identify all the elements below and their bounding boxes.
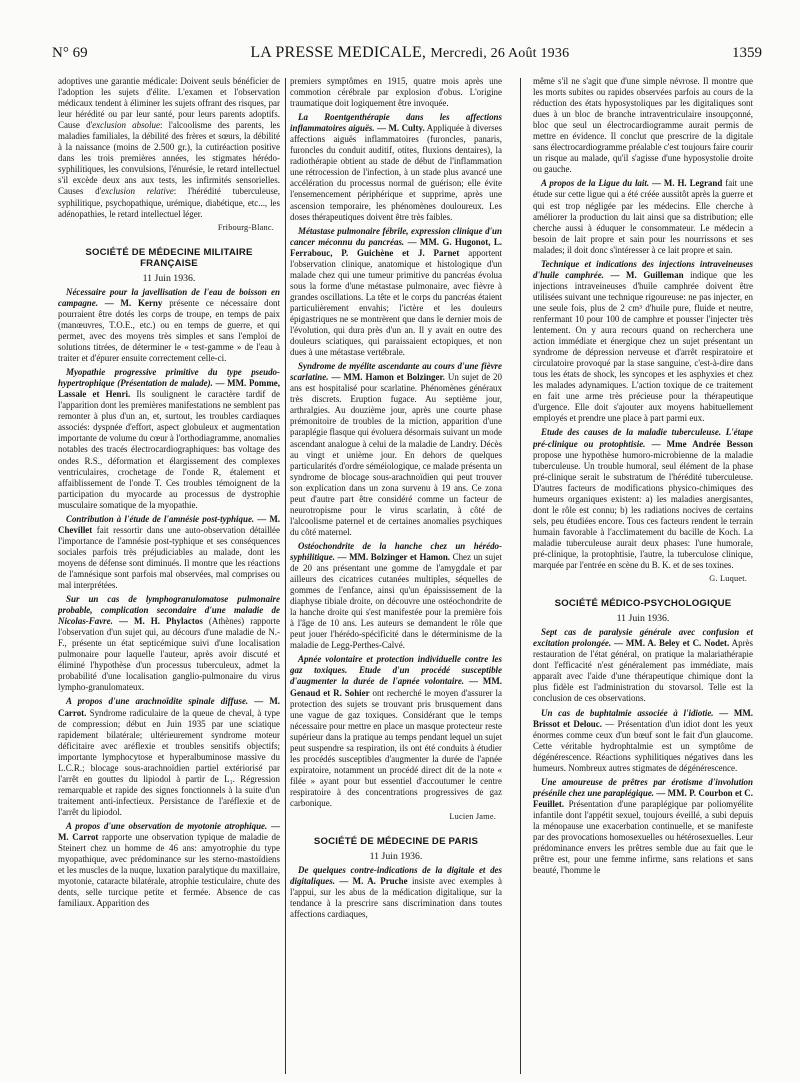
article-entry [290,865,502,920]
entry-text: Syndrome radiculaire de la queue de cheval, à type de compression; début en Juin 1935 par une sciatique rapidement bilatérale; ultérieurement syndrome moteur déficitaire avec aréflexie et troubles sensitifs objectifs; importante lymphocytose et hyperalbuminose massive du L.C.R.; blocage sous-arachnoïdien partiel extériorisé par l'arrêt en gouttes du lipiodol à partir de L₁. Régression remarquable et rapide des signes fonctionnels à la suite d'un traitement anti-infectieux. Persistance de l'aréflexie et de l'arrêt du lipiodol. [58,707,280,817]
article-entry [533,178,753,255]
entry-authors: — MM. Pomme, Lassale et Henri. [58,378,280,400]
entry-title: Apnée volontaire et protection individuelle contre les gaz toxiques. Etude d'un procédé susceptible d'augmenter la durée de l'apnée volontaire. [290,654,502,687]
entry-title: Métastase pulmonaire fébrile, expression clinique d'un cancer méconnu du pancréas. [290,225,502,247]
text: : l'hérédité tuberculeuse, syphilitique, psychopathique, urémique, diabétique, etc..., les adénopathies, le retard intellectuel léger. [58,186,280,219]
entry-text: propose une hypothèse humoro-microbienne de la maladie tuberculeuse. Un trouble humoral, seul élément de la phase pré-clinique serait le substratum de l'hérédité tuberculeuse. D'autres facteurs de modifications physico-chimiques des humeurs organiques existent: a) les maladies anergisantes, dont le rôle est connu; b) les radiations nocives de certains sels, peu étudiées encore. Tous ces facteurs rendent le terrain humain favorable à l'acclimatement du bacille de Koch. La maladie tuberculeuse aurait deux phases: l'une humorale, pré-clinique, la protophtisie, l'autre, la tuberculose clinique, marquée par l'entrée en scène du B. K. et de ses toxines. [533,449,753,571]
entry-title: De quelques contre-indications de la digitale et des digitaliques. [290,865,502,887]
entry-authors: — MM. G. Hugonot, L. Ferrabouc, P. Guichène et J. Parnet [290,236,502,258]
entry-title: Un cas de buphtalmie associée à l'idiotie. [541,707,714,718]
entry-text: (Athènes) rapporte l'observation d'un sujet qui, au décours d'une maladie de N.-F., présente un état septicémique suivi d'une localisation pulmonaire pour laquelle l'auteur, après avoir discuté et éliminé l'hypothèse d'un processus tuberculeux, admet la probabilité d'une localisation ganglio-pulmonaire du virus lympho-granulomateux. [58,616,280,693]
entry-text: rapporte une observation typique de maladie de Steinert chez un homme de 46 ans: amyotrophie du type myopathique, avec prédominance sur les sterno-mastoïdiens et les muscles de la nuque, luxation paralytique du maxillaire, myotonie, cataracte bilatérale, atrophie testiculaire, chute des dents, selle turcique petite et fermée. Absence de cas familiaux. Apparition des [58,832,280,909]
entry-text: Présentation d'une paraplégique par poliomyélite infantile dont l'appétit sexuel, toujours éveillé, a subi depuis la ménopause une exacerbation continuelle, et se manifeste par des provocations homosexuelles ou hétérosexuelles. Leur prédominance envers les prêtres semble due au fait que le prêtre est, pour une femme infirme, sans relations et sans beauté, l'homme le [533,798,753,876]
column-divider [285,78,286,1074]
entry-authors: — MM. Genaud et R. Sohier [290,676,502,698]
article-entry [290,541,502,651]
lead-paragraph: même s'il ne s'agit que d'une simple névrose. Il montre que les morts subites ou rapides observées parfois au cours de la réduction des états hyposystoliques par les digitaliques sont dues à un bloc de branche intraventriculaire insoupçonné, bloc que seul un électrocardiogramme aurait permis de mettre en évidence. Il conclut que prescrire de la digitale sans électrocardiogramme préalable c'est toujours faire courir un risque au malade, qu'il s'agisse d'une hyposystolie droite ou gauche. [533,76,753,175]
society-heading: SOCIÉTÉ DE MÉDECINE MILITAIRE FRANÇAISE [85,246,253,269]
entry-text: apportent l'observation clinique, anatomique et histologique d'un malade chez qui une tumeur primitive du pancréas évolua sous la forme d'une métastase pulmonaire, avec fièvre à grandes oscillations. La tête et le corps du pancréas étaient particulièrement envahis; l'ictère et les douleurs épigastriques ne se montrèrent que dans le dernier mois de l'évolution, qui dura près d'un an. Il y avait en outre des douleurs sciatiques, qui paraissaient ectopiques, et non dues à une métastase vertébrale. [290,247,502,358]
entry-text: fait une étude sur cette ligue qui a été créée aussitôt après la guerre et qui est trop négligée par les médecins. Elle cherche à améliorer la production du lait ainsi que sa distribution; elle cherche aussi à éduquer le consommateur. Le médecin a besoin de lait propre et sain pour les nourrissons et ses malades; il doit donc s'intéresser à ce lait propre et sain. [533,178,753,255]
journal-title [250,44,569,62]
journal-name: LA PRESSE MEDICALE, [250,44,427,61]
article-entry [58,514,280,591]
article-entry [533,427,753,571]
entry-title: A propos d'une arachnoïdite spinale diffuse. [66,696,249,707]
entry-authors: — M. Kerny [104,297,163,308]
article-entry [58,821,280,909]
entry-authors: — M. Guilleman [610,269,684,280]
entry-text: indique que les injections intraveineuses d'huile camphrée doivent être utilisées suivant une technique rigoureuse: ne pas injecter, en une seule fois, plus de 2 cm³ d'huile pure, fluide et neutre, renfermant 10 pour 100 de camphre et pousser l'injecter très lentement. On y aura recours quand on recherchera une action immédiate et énergique chez un sujet présentant un syndrome de dépression nerveuse et d'arrêt respiratoire et circulatoire provoqué par la stase sanguine, c'est-à-dire dans tous les états de shock, les syncopes et les asphyxies et chez les malades adynamiques. L'action toxique de ce traitement en fait une arme très précieuse pour la thérapeutique d'urgence. Elle doit s'ajouter aux moyens habituellement employés et prendre une place à part parmi eux. [533,269,753,424]
entry-authors: — MM. A. Beley et C. Nodet. [614,638,730,649]
lead-paragraph: premiers symptômes en 1915, quatre mois après une commotion cérébrale par explosion d'obus. L'origine traumatique doit logiquement être invoquée. [290,76,502,109]
lead-paragraph [58,76,280,220]
entry-authors: — M. Carrot [58,821,280,843]
column-3 [533,76,753,1076]
article-entry [290,112,502,222]
page-header [52,44,762,66]
page-number: 1359 [732,45,762,61]
entry-text: insiste avec exemples à l'appui, sur les abus de la médication digitalique, sur la tendance à la prescrire sans discrimination dans toutes affections cardiaques, [290,876,502,920]
article-entry [58,287,280,364]
entry-title: Sept cas de paralysie générale avec confusion et excitation prolongée. [533,627,753,649]
entry-title: Etude des causes de la maladie tuberculeuse. L'étape pré-clinique ou protophtisie. [533,427,753,449]
entry-text: Appliquée à diverses affections aiguës inflammatoires (furoncles, panaris, furoncles du conduit auditif, otites, fluxions dentaires), la radiothérapie obtient au stade de début de l'inflammation une rétrocession de l'infection, à un stade plus avancé une accélération du processus normal de guérison; elle évite l'ensemencement périphérique et supprime, après une ascension temporaire, les phénomènes douloureux. Les doses thérapeutiques doivent être très faibles. [290,123,502,222]
article-entry [58,696,280,818]
entry-title: A propos d'une observation de myotonie atrophique. [66,821,268,831]
entry-authors: — M. A. Pruche [339,876,408,887]
entry-authors: — M. Culty. [377,123,425,134]
entry-authors: — M. Carrot. [58,696,280,718]
entry-authors: — M. H. Phylactos [118,616,203,627]
issue-date: Mercredi, 26 Août 1936 [430,46,570,61]
entry-title: Ostéochondrite de la hanche chez un hérédo-syphilitique. [290,540,502,562]
entry-title: Une amoureuse de prêtres par érotisme d'involution présénile chez une paraplégique. [533,776,753,798]
entry-title: A propos de la Ligue du lait. [541,178,650,189]
entry-text: fait ressortir dans une auto-observation détaillée l'importance de l'amnésie post-typhique et ses conséquences sociales parfois très préjudiciables au malade, dont les moyens de défense sont diminués. Il montre que les réactions de l'amnésique sont parfois mal observées, mal comprises ou mal interprétées. [58,524,280,591]
article-entry [290,361,502,538]
entry-text: présente ce nécessaire dont pourraient être dotés les corps de troupe, en temps de paix (manœuvres, T.O.E., etc.) ou en temps de guerre, et qui permet, avec des moyens très simples et sans l'emploi de solutions titrées, de déterminer le « test-gamme » de l'eau à traiter et d'épurer ensuite correctement celle-ci. [58,297,280,364]
text: exclusion relative [101,186,174,197]
signature: Fribourg-Blanc. [217,222,274,232]
entry-authors: — MM. Hamon et Bolzinger. [331,372,445,383]
article-entry [290,654,502,809]
session-date: 11 Juin 1936. [616,613,670,625]
article-entry [533,777,753,876]
entry-authors: — MM. Bolzinger et Hamon. [337,551,451,562]
entry-title: La Roentgenthérapie dans les affections inflammatoires aiguës. [290,112,502,134]
entry-title: Technique et indications des injections intraveineuses d'huile camphrée. [533,258,753,280]
entry-title: Myopathie progressive primitive du type pseudo-hypertrophique (Présentation de malade). [58,367,280,389]
society-heading: SOCIÉTÉ MÉDICO-PSYCHOLOGIQUE [554,598,732,610]
signature: Lucien Jame. [449,812,496,822]
column-2 [290,76,502,1076]
article-entry [58,367,280,511]
column-divider [520,78,521,1074]
session-date: 11 Juin 1936. [369,851,423,863]
article-entry [58,594,280,693]
entry-text: ont recherché le moyen d'assurer la protection des sujets se trouvant pris brusquement dans une vague de gaz toxiques. Considérant que le temps nécessaire pour mettre en place un masque protecteur reste supérieur dans la pratique au temps pendant lequel un sujet peut suspendre sa respiration, ils ont été conduits à étudier les procédés susceptibles d'augmenter la durée de l'apnée expiratoire, notamment un procédé direct dit de la note « filée » ayant pour but essentiel d'accoutumer le centre respiratoire à des concentrations progressives de gaz carbonique. [290,687,502,808]
session-date: 11 Juin 1936. [142,272,196,284]
entry-authors: — Mme Andrée Besson [651,438,753,449]
entry-authors: — MM. Brissot et Delouc. [533,707,753,729]
issue-number: N° 69 [52,45,88,61]
signature: G. Luquet. [709,574,747,584]
text: exclusion absolue [92,120,160,131]
article-entry [533,259,753,425]
society-heading: SOCIÉTÉ DE MÉDECINE DE PARIS [313,836,479,848]
entry-authors: — M. Chevillet [58,513,280,535]
entry-authors: — M. H. Legrand [652,178,723,189]
entry-text: Un sujet de 20 ans est hospitalisé pour scarlatine. Phénomènes généraux très discrets. Eruption fugace. Au septième jour, arthralgies. Au douzième jour, après une courte phase prémonitoire de troubles de la miction, apparition d'une paraplégie flasque qui évoluera désormais suivant un mode ascendant analogue à celui de la maladie de Landry. Décès au vingt et unième jour. En dehors de quelques particularités d'ordre séméiologique, ce malade présenta un syndrome de blocage sous-arachnoïdien qui peut trouver son explication dans un zona survenu à 19 ans. Ce zona peut d'autre part être considéré comme un facteur de neurotropisme pour le virus scarlatin, à côté de l'alcoolisme paternel et de certaines anomalies psychiques du côté maternel. [290,372,502,537]
entry-title: Sur un cas de lymphogranulomatose pulmonaire probable, complication secondaire d'une maladie de Nicolas-Favre. [58,594,280,627]
entry-title: Syndrome de myélite ascendante au cours d'une fièvre scarlatine. [290,361,502,383]
article-entry [290,226,502,359]
article-entry [533,708,753,774]
entry-title: Nécessaire pour la javellisation de l'eau de boisson en campagne. [58,286,280,308]
entry-title: Contribution à l'étude de l'amnésie post-typhique. [66,513,255,524]
entry-text: Après restauration de l'état général, on pratique la malariathérapie dont l'efficacité n'est généralement pas immédiate, mais apparaît avec l'aide d'une thérapeutique chimique dont la plus fidèle est l'administration du stovarsol. Telle est la conclusion de ces observations. [533,638,753,704]
entry-text: Chez un sujet de 20 ans présentant une gomme de l'amygdale et par ailleurs des cicatrices cutanées multiples, séquelles de gommes de l'enfance, ainsi qu'un épaississement de la diaphyse tibiale droite, on découvre une ostéochondrite de la hanche droite qui s'est manifestée pour la première fois à l'âge de 10 ans. Les auteurs se demandent le rôle que peut jouer l'hérédo-spécificité dans le déterminisme de la maladie de Legg-Perthes-Calvé. [290,551,502,651]
article-entry [533,627,753,704]
entry-authors: — MM. P. Courbon et C. Feuillet. [533,787,753,809]
entry-text: — Présentation d'un idiot dont les yeux énormes comme ceux d'un bœuf sont le fait d'un glaucome. Cette véritable hydrophtalmie est un symptôme de dégénérescence. Réactions syphilitiques négatives dans les humeurs. Nombreux autres stigmates de dégénérescence. [533,718,753,773]
column-1 [58,76,280,1076]
entry-text: Ils soulignent le caractère tardif de l'apparition dont les premières manifestations ne semblent pas remonter à plus d'un an, et, surtout, les troubles cardiaques associés: dyspnée d'effort, aspect globuleux et augmentation importante de volume du cœur à l'orthodiagramme, anomalies notables des tracés électrocardiographiques: bas voltage des ondes R.S., déformation et élargissement des complexes ventriculaires, crochetage de l'onde R, étalement et affaiblissement de l'onde T. Ces troubles témoignent de la participation du myocarde au processus de dystrophie musculaire somatique de la myopathie. [58,389,280,510]
text: adoptives une garantie médicale: Doivent seuls bénéficier de l'adoption les sujets d'élite. L'examen et l'observation médicaux tendent à éliminer les sujets offrant des risques, par leur hérédité ou par leur santé, pour leurs parents adoptifs. Cause d' [58,76,280,131]
text: : l'alcoolisme des parents, les maladies familiales, la débilité des frères et sœurs, la débilité à la naissance (moins de 2.500 gr.), la cutiréaction positive dans les trois premières années, les stigmates hérédo-syphilitiques, les convulsions, l'énurésie, le retard intellectuel s'il excède deux ans aux tests, les infirmités sensorielles. Causes d' [58,120,280,197]
